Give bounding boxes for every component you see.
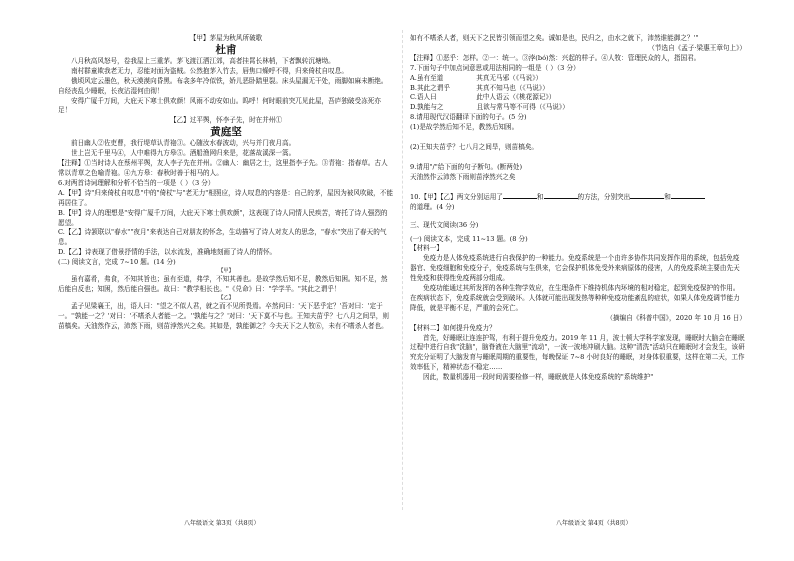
answer-blank[interactable] bbox=[671, 191, 705, 199]
material-1-paragraph: 免疫力是人体免疫系统进行自我保护的一种能力。免疫系统是一个由许多协作共同发挥作用的系统，包括免疫器官、免疫细胞和免疫分子，免疫系统与生俱来，它会保护机体免受外来病原体的侵害，人的免疫系统主要由先天性免疫和获得性免疫两部分组成。 bbox=[410, 254, 740, 283]
poem2-line: 世上岂无千里马④，人中难得九方皋⑤。酒船渔网归来是，花落故溪深一篙。 bbox=[71, 149, 296, 158]
classical-text-2-cont: 如有不嗜杀人者，则天下之民皆引领而望之矣。诚如是也，民归之，由水之就下，沛然谁能御之？'" bbox=[410, 34, 699, 42]
right-column bbox=[410, 34, 746, 383]
q9-sentence: 天油然作云沛然下雨则苗浡然兴之矣 bbox=[410, 172, 516, 181]
material-2-paragraph: 因此，数量机器用一段时间需要检修一样，睡眠就是人体免疫系统的"系统维护" bbox=[423, 373, 654, 382]
answer-blank[interactable] bbox=[544, 191, 578, 199]
q10-part: 的方法，分别突出 bbox=[577, 192, 631, 201]
section-2-heading: (二) 阅读文言，完成 7~10 题。(14 分) bbox=[58, 258, 176, 267]
notes: 【注释】①当时诗人在蔡州平舆，友人李子先在并州。②幽人：幽居之士，这里指李子先。③青袍：指春草。古人常以青草之色喻青袍。④九方皋：春秋时善于相马的人。 bbox=[58, 159, 388, 177]
notes-2: 【注释】①恶乎：怎样。②一：统一。③浡(bó)然：兴起的样子。④人牧：管理民众的人，指国君。 bbox=[410, 53, 701, 62]
answer-space bbox=[410, 183, 746, 191]
material-1-label: 【材料一】 bbox=[410, 244, 443, 253]
answer-blank[interactable] bbox=[630, 191, 664, 199]
poem1-author: 杜甫 bbox=[215, 43, 237, 56]
q6-option-b: B.【甲】诗人的理想是"安得广厦千万间，大庇天下寒士俱欢颜"，这表现了诗人同情人民疾苦，寄托了诗人强烈的愿望。 bbox=[58, 208, 388, 227]
material-1-paragraph: 免疫功能通过其所发挥的各种生物学效应，在生理条件下维持机体内环境的相对稳定，起到免疫保护的作用。在疾病状态下，免疫系统就会受到破坏。人体就可能出现发热等种种免疫功能紊乱的症状，如果人体免疫调节能力降低，就是平衡不足，严重的会死亡。 bbox=[410, 284, 740, 312]
poem1-paragraph: 八月秋高风怒号，卷我屋上三重茅。茅飞渡江洒江郊，高者挂罥长林梢，下者飘转沉塘坳。 bbox=[71, 56, 335, 65]
answer-space bbox=[410, 133, 746, 143]
classical-text-2: 孟子见梁襄王，出，语人曰："望之不似人君，就之而不见所畏焉。卒然问曰：'天下恶乎定？'吾对曰：'定于一。''孰能一之？'对曰：'不嗜杀人者能一之。''孰能与之？'对曰：'天下莫不与也。王知夫苗乎？七八月之间旱，则苗槁矣。天油然作云，沛然下雨，则苗浡然兴之矣。其如是，孰能御之？今夫天下之人牧⑥，未有不嗜杀人者也。 bbox=[58, 301, 389, 330]
q10-part: 和 bbox=[536, 192, 544, 201]
yi2-label: 【乙】 bbox=[218, 294, 234, 301]
q6-option-c: C.【乙】诗颔联以"春水""夜月"来表达自己对朋友的怀念，生动描写了诗人对友人的思念，"春水"突出了春天的气息。 bbox=[58, 228, 387, 247]
poem2-line: 前日幽人②佐吏曹，我行堤草认青袍③。心随汝水春波动，兴与并门夜月高。 bbox=[71, 139, 296, 148]
jia-heading: 【甲】茅屋为秋风所破歌 bbox=[189, 34, 263, 42]
q7-option-b: B.其此之谓乎 其真不知马也（《马说》） bbox=[410, 83, 549, 92]
q8-item-1: (1)是故学然后知不足，教然后知困。 bbox=[410, 123, 519, 132]
poem2-author: 黄庭坚 bbox=[210, 126, 242, 139]
q10-part: 10.【甲】【乙】两文分别运用了 bbox=[410, 192, 503, 201]
question-10 bbox=[410, 191, 746, 203]
poem1-paragraph: 俄顷风定云墨色，秋天漠漠向昏黑。布衾多年冷似铁，娇儿恶卧踏里裂。床头屋漏无干处，雨脚如麻未断绝。自经丧乱少睡眠，长夜沾湿何由彻！ bbox=[58, 76, 388, 95]
answer-blank[interactable] bbox=[503, 191, 537, 199]
q7-option-c: C.语人曰 此中人语云（《桃花源记》） bbox=[410, 93, 556, 102]
poem1-paragraph: 南村群童欺我老无力，忍能对面为盗贼。公然抱茅入竹去，唇焦口燥呼不得，归来倚杖自叹息。 bbox=[71, 66, 348, 75]
classical-text-1: 虽有嘉肴，弗食，不知其旨也；虽有至道，弗学，不知其善也。是故学然后知不足，教然后知困。知不足，然后能自反也；知困，然后能自强也。故曰："教学相长也。"《兑命》曰："学学半。"其此之谓乎！ bbox=[58, 275, 388, 293]
question-9: 9.请用"/"给下面的句子断句。(断两处) bbox=[410, 162, 523, 171]
q10-part: 的道理。(4 分) bbox=[410, 202, 455, 211]
q7-option-a: A.虽有至道 其真无马邪（《马说》） bbox=[410, 73, 543, 82]
material-2-label: 【材料二】如何提升免疫力？ bbox=[410, 323, 496, 332]
q7-option-d: D.孰能与之 且欲与常马等不可得（《马说》） bbox=[410, 103, 569, 112]
question-6: 6.对两首诗词理解和分析不恰当的一项是（ ）（3 分） bbox=[58, 178, 215, 187]
q6-option-a: A.【甲】诗"归来倚杖自叹息"中的"倚杖"与"老无力"相照应，诗人叹息的内容是：自己的茅，屋因为被风吹破，不能再居住了。 bbox=[58, 188, 393, 207]
question-8: 8.请用现代汉语翻译下面的句子。(5 分) bbox=[410, 113, 527, 122]
answer-space bbox=[410, 153, 746, 163]
poem1-paragraph: 安得广厦千万间，大庇天下寒士俱欢颜！风雨不动安如山。呜呼！何时眼前突兀见此屋，吾庐独破受冻死亦足！ bbox=[58, 96, 381, 115]
question-7: 7.下面句子中加点词意思或用法相同的一组是（ ）（3 分） bbox=[410, 63, 580, 72]
material-1-source: （摘编自《科普中国》，2020 年 10 月 16 日） bbox=[606, 313, 746, 322]
page-footer-right: 八年级语文 第4页（共8页） bbox=[556, 520, 632, 527]
material-2-paragraph: 首先，好睡眠让连连护驾，有利于提升免疫力。2019 年 11 月，波士顿大学科学家发现，睡眠时大脑会在睡眠过程中进行自我"洗脑"，脑脊液在大脑里"流动"，一波一波地冲刷大脑。这种"清洗"活动只在睡眠时才会发生，该研究充分证明了大脑发育与睡眠周期的重要性，每晚保证 7~8 小时良好的睡眠，对身体很重要，这样在第二天，工作效率低下，精神状态不稳定…… bbox=[410, 333, 745, 372]
section-3-heading: 三、现代文阅读(36 分) bbox=[410, 220, 479, 229]
q6-option-d: D.【乙】诗表现了借景抒情的手法，以水流发，准确地刻画了诗人的情怀。 bbox=[58, 248, 277, 257]
page-divider bbox=[402, 30, 403, 510]
left-column bbox=[58, 34, 394, 332]
page-footer-left: 八年级语文 第3页（共8页） bbox=[184, 520, 260, 527]
yi-heading: 【乙】过平舆，怀李子先，时在并州① bbox=[169, 116, 283, 125]
spacer bbox=[410, 213, 746, 221]
q10-part: 和 bbox=[664, 192, 671, 201]
source: （节选自《孟子·梁惠王章句上》） bbox=[648, 43, 746, 52]
q8-item-2: (2)王知夫苗乎？七八月之间旱，则苗槁矣。 bbox=[410, 143, 539, 152]
section-3-1-heading: (一) 阅读文本，完成 11~13 题。(8 分) bbox=[410, 234, 528, 243]
jia2-label: 【甲】 bbox=[218, 268, 234, 275]
